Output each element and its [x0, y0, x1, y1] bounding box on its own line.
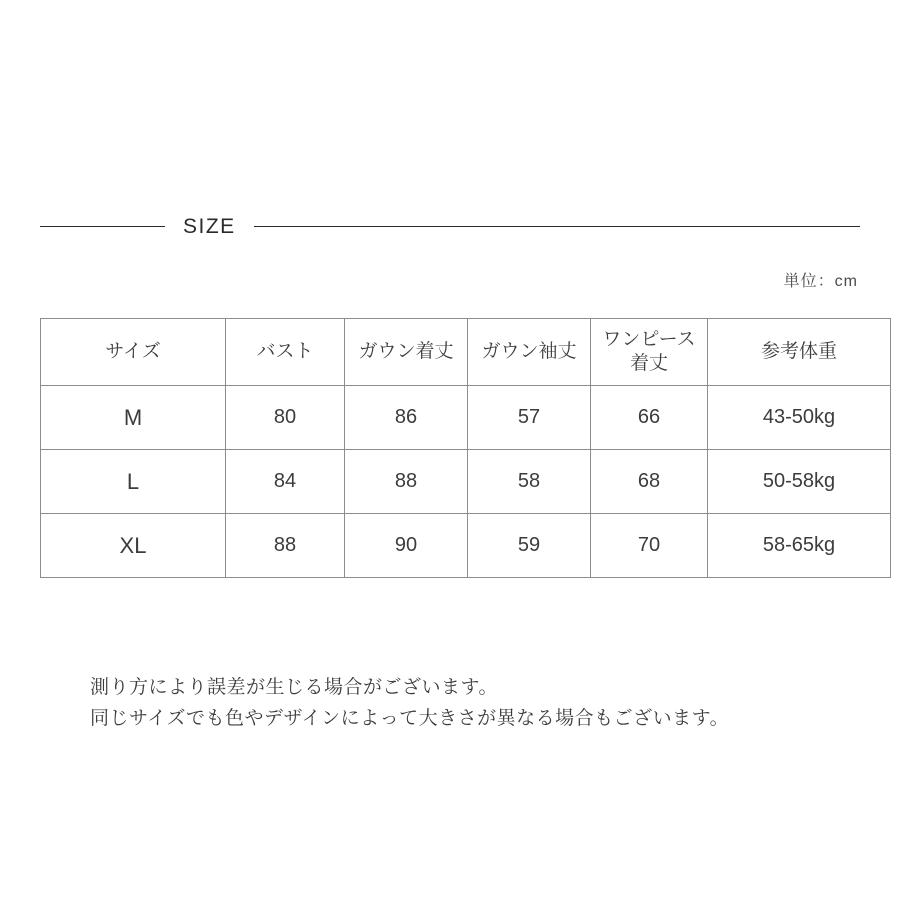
heading-rule-right — [254, 226, 860, 227]
cell-gown-sleeve: 58 — [468, 450, 591, 514]
cell-gown-sleeve: 59 — [468, 514, 591, 578]
cell-gown-sleeve: 57 — [468, 386, 591, 450]
table-row — [41, 514, 891, 578]
table-row — [41, 450, 891, 514]
cell-reference-weight: 43-50kg — [708, 386, 891, 450]
cell-gown-length: 88 — [345, 450, 468, 514]
cell-size: L — [41, 450, 226, 514]
column-header-gown-sleeve: ガウン袖丈 — [468, 319, 591, 386]
unit-note: 単位：cm — [783, 273, 858, 290]
column-header-bust: バスト — [226, 319, 345, 386]
table-row — [41, 386, 891, 450]
cell-gown-length: 90 — [345, 514, 468, 578]
column-header-size: サイズ — [41, 319, 226, 386]
cell-reference-weight: 58-65kg — [708, 514, 891, 578]
size-table — [40, 318, 891, 578]
table-body — [41, 386, 891, 578]
cell-dress-length: 68 — [591, 450, 708, 514]
cell-dress-length: 66 — [591, 386, 708, 450]
cell-reference-weight: 50-58kg — [708, 450, 891, 514]
page-title: SIZE — [183, 214, 236, 238]
cell-dress-length: 70 — [591, 514, 708, 578]
section-heading — [40, 206, 860, 246]
cell-size: M — [41, 386, 226, 450]
table-header — [41, 319, 891, 386]
footnote-line-1: 測り方により誤差が生じる場合がございます。 — [90, 677, 498, 698]
cell-bust: 88 — [226, 514, 345, 578]
cell-gown-length: 86 — [345, 386, 468, 450]
cell-size: XL — [41, 514, 226, 578]
cell-bust: 80 — [226, 386, 345, 450]
column-header-dress-length: ワンピース着丈 — [591, 319, 708, 386]
heading-rule-left — [40, 226, 165, 227]
footnote-line-2: 同じサイズでも色やデザインによって大きさが異なる場合もございます。 — [90, 708, 730, 730]
table-header-row — [41, 319, 891, 386]
column-header-gown-length: ガウン着丈 — [345, 319, 468, 386]
column-header-reference-weight: 参考体重 — [708, 319, 891, 386]
footnotes — [90, 672, 880, 735]
cell-bust: 84 — [226, 450, 345, 514]
